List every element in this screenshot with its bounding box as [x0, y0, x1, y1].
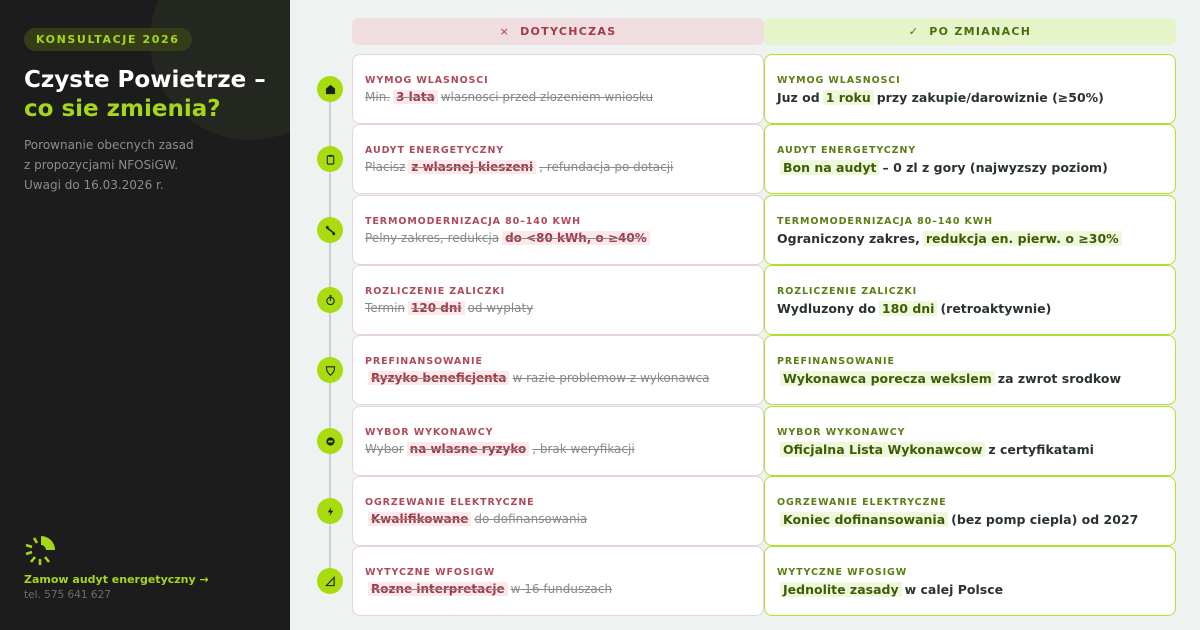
timeline-dot — [317, 146, 343, 172]
consultation-badge: KONSULTACJE 2026 — [24, 28, 192, 51]
text-highlight: Koniec dofinansowania — [780, 512, 948, 527]
text-highlight: Oficjalna Lista Wykonawcow — [780, 442, 985, 457]
card-label: AUDYT ENERGETYCZNY — [365, 145, 505, 156]
sun-logo-icon — [24, 533, 58, 567]
card-text — [365, 512, 587, 526]
card-text — [777, 371, 1121, 386]
comparison-card-old — [352, 195, 764, 265]
text-post: w calej Polsce — [904, 582, 1004, 597]
comparison-card-new — [764, 265, 1176, 335]
card-label: WYTYCZNE WFOSIGW — [365, 567, 496, 578]
page-title — [24, 66, 266, 124]
comparison-card-old — [352, 124, 764, 194]
text-post: wlasnosci przed zlozeniem wniosku — [440, 90, 654, 104]
text-highlight: Wykonawca porecza wekslem — [780, 371, 995, 386]
text-post: z certyfikatami — [988, 442, 1094, 457]
card-text — [777, 512, 1138, 527]
card-label: OGRZEWANIE ELEKTRYCZNE — [365, 497, 535, 508]
text-post: w razie problemow z wykonawca — [512, 371, 710, 385]
text-pre: Wydluzony do — [777, 301, 876, 316]
triangle-ruler-icon — [325, 576, 336, 587]
text-highlight: z wlasnej kieszeni — [408, 160, 536, 174]
text-post: od wyplaty — [467, 301, 534, 315]
timeline-dot — [317, 498, 343, 524]
text-post: (retroaktywnie) — [940, 301, 1052, 316]
card-text — [777, 582, 1003, 597]
card-text — [777, 301, 1051, 316]
text-highlight: 180 dni — [879, 301, 938, 316]
text-post: za zwrot srodkow — [997, 371, 1122, 386]
subtitle-line: z propozycjami NFOSiGW. — [24, 158, 179, 172]
timeline-dot — [317, 357, 343, 383]
card-text — [777, 160, 1108, 175]
text-post: (bez pomp ciepla) od 2027 — [951, 512, 1139, 527]
card-label: WYBOR WYKONAWCY — [777, 427, 906, 438]
text-highlight: Kwalifikowane — [368, 512, 471, 526]
comparison-card-old — [352, 406, 764, 476]
text-post: , brak weryfikacji — [532, 442, 635, 456]
comparison-card-old — [352, 265, 764, 335]
text-pre: Min. — [365, 90, 391, 104]
subtitle-line: Porownanie obecnych zasad — [24, 138, 194, 152]
timeline-dot — [317, 287, 343, 313]
card-text — [777, 231, 1125, 246]
card-label: ROZLICZENIE ZALICZKI — [777, 286, 918, 297]
column-header-old-label: DOTYCHCZAS — [520, 25, 617, 38]
title-line-2: co sie zmienia? — [24, 96, 221, 122]
card-text — [365, 160, 673, 174]
title-line-1: Czyste Powietrze – — [24, 67, 266, 93]
text-pre: Wybor — [365, 442, 404, 456]
lightning-icon — [325, 506, 336, 517]
text-post: , refundacja po dotacji — [539, 160, 674, 174]
text-highlight: Ryzyko beneficjenta — [368, 371, 509, 385]
card-label: PREFINANSOWANIE — [365, 356, 483, 367]
text-post: przy zakupie/darowiznie (≥50%) — [876, 90, 1104, 105]
text-post: do dofinansowania — [474, 512, 588, 526]
worker-icon — [325, 436, 336, 447]
timeline-dot — [317, 428, 343, 454]
timeline-dot — [317, 217, 343, 243]
text-highlight: Rozne interpretacje — [368, 582, 508, 596]
subtitle-line: Uwagi do 16.03.2026 r. — [24, 178, 164, 192]
card-label: WYTYCZNE WFOSIGW — [777, 567, 908, 578]
text-post: w 16 funduszach — [510, 582, 613, 596]
text-pre: Termin — [365, 301, 406, 315]
card-label: TERMOMODERNIZACJA 80–140 KWH — [777, 216, 994, 227]
card-text — [365, 231, 653, 245]
comparison-card-new — [764, 406, 1176, 476]
text-pre: Ograniczony zakres, — [777, 231, 920, 246]
comparison-card-new — [764, 54, 1176, 124]
comparison-card-old — [352, 335, 764, 405]
text-highlight: Bon na audyt — [780, 160, 879, 175]
house-icon — [325, 84, 336, 95]
text-pre: Pelny zakres, redukcja — [365, 231, 500, 245]
timeline-dot — [317, 568, 343, 594]
comparison-card-old — [352, 54, 764, 124]
card-text — [365, 301, 533, 315]
timeline-dot — [317, 76, 343, 102]
card-text — [777, 442, 1094, 457]
text-highlight: 3 lata — [393, 90, 438, 104]
comparison-card-new — [764, 546, 1176, 616]
text-highlight: do <80 kWh, o ≥40% — [502, 231, 650, 245]
card-label: TERMOMODERNIZACJA 80–140 KWH — [365, 216, 582, 227]
comparison-card-old — [352, 546, 764, 616]
shield-icon — [325, 365, 336, 376]
text-highlight: redukcja en. pierw. o ≥30% — [923, 231, 1122, 246]
comparison-card-new — [764, 195, 1176, 265]
card-label: PREFINANSOWANIE — [777, 356, 895, 367]
column-header-new-label: PO ZMIANACH — [929, 25, 1032, 38]
text-post: – 0 zl z gory (najwyzszy poziom) — [882, 160, 1108, 175]
card-label: WYBOR WYKONAWCY — [365, 427, 494, 438]
card-text — [365, 90, 653, 104]
comparison-card-new — [764, 335, 1176, 405]
text-highlight: 120 dni — [408, 301, 464, 315]
card-text — [365, 371, 709, 385]
wrench-icon — [325, 225, 336, 236]
card-text — [777, 90, 1104, 105]
column-header-old — [352, 18, 764, 45]
card-text — [365, 442, 635, 456]
sidebar — [0, 0, 290, 630]
card-label: WYMOG WLASNOSCI — [777, 75, 901, 86]
text-highlight: 1 roku — [823, 90, 874, 105]
card-label: OGRZEWANIE ELEKTRYCZNE — [777, 497, 947, 508]
text-pre: Placisz — [365, 160, 406, 174]
comparison-card-new — [764, 124, 1176, 194]
clipboard-icon — [325, 154, 336, 165]
text-highlight: Jednolite zasady — [780, 582, 902, 597]
timer-icon — [325, 295, 336, 306]
check-icon: ✓ — [908, 25, 920, 38]
x-icon: × — [499, 25, 511, 38]
text-pre: Juz od — [777, 90, 820, 105]
text-highlight: na wlasne ryzyko — [407, 442, 530, 456]
card-label: WYMOG WLASNOSCI — [365, 75, 489, 86]
card-label: AUDYT ENERGETYCZNY — [777, 145, 917, 156]
phone-number: tel. 575 641 627 — [24, 589, 111, 601]
card-text — [365, 582, 612, 596]
column-header-new — [764, 18, 1176, 45]
comparison-card-old — [352, 476, 764, 546]
card-label: ROZLICZENIE ZALICZKI — [365, 286, 506, 297]
order-audit-link[interactable]: Zamow audyt energetyczny → — [24, 573, 209, 586]
comparison-card-new — [764, 476, 1176, 546]
subtitle — [24, 135, 274, 195]
